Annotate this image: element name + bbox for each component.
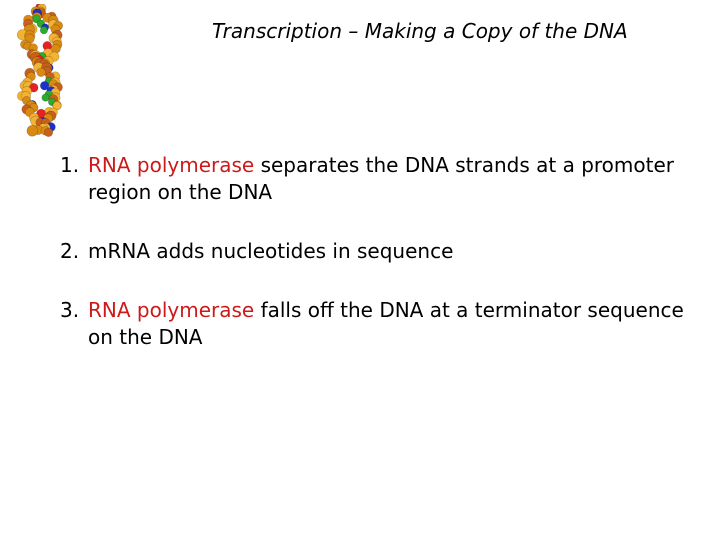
steps-list bbox=[60, 152, 700, 351]
step-number: 1. bbox=[60, 153, 80, 177]
step-text: separates the DNA strands at a promoter region on the DNA bbox=[88, 153, 674, 204]
dna-atom bbox=[27, 125, 38, 136]
dna-atom bbox=[37, 68, 46, 77]
step-number: 2. bbox=[60, 239, 80, 263]
step-text: mRNA adds nucleotides in sequence bbox=[88, 239, 454, 263]
dna-atom bbox=[42, 94, 49, 101]
dna-double-helix-icon bbox=[2, 4, 82, 140]
dna-atom bbox=[40, 27, 47, 34]
step-highlight-term: RNA polymerase bbox=[88, 153, 255, 177]
slide-title: Transcription – Making a Copy of the DNA bbox=[212, 19, 628, 43]
step-item-2 bbox=[60, 238, 700, 265]
step-item-3 bbox=[60, 297, 700, 351]
step-highlight-term: RNA polymerase bbox=[88, 298, 255, 322]
step-item-1 bbox=[60, 152, 700, 206]
step-number: 3. bbox=[60, 298, 80, 322]
step-text: falls off the DNA at a terminator sequence on the DNA bbox=[88, 298, 684, 349]
dna-atom bbox=[44, 128, 53, 137]
